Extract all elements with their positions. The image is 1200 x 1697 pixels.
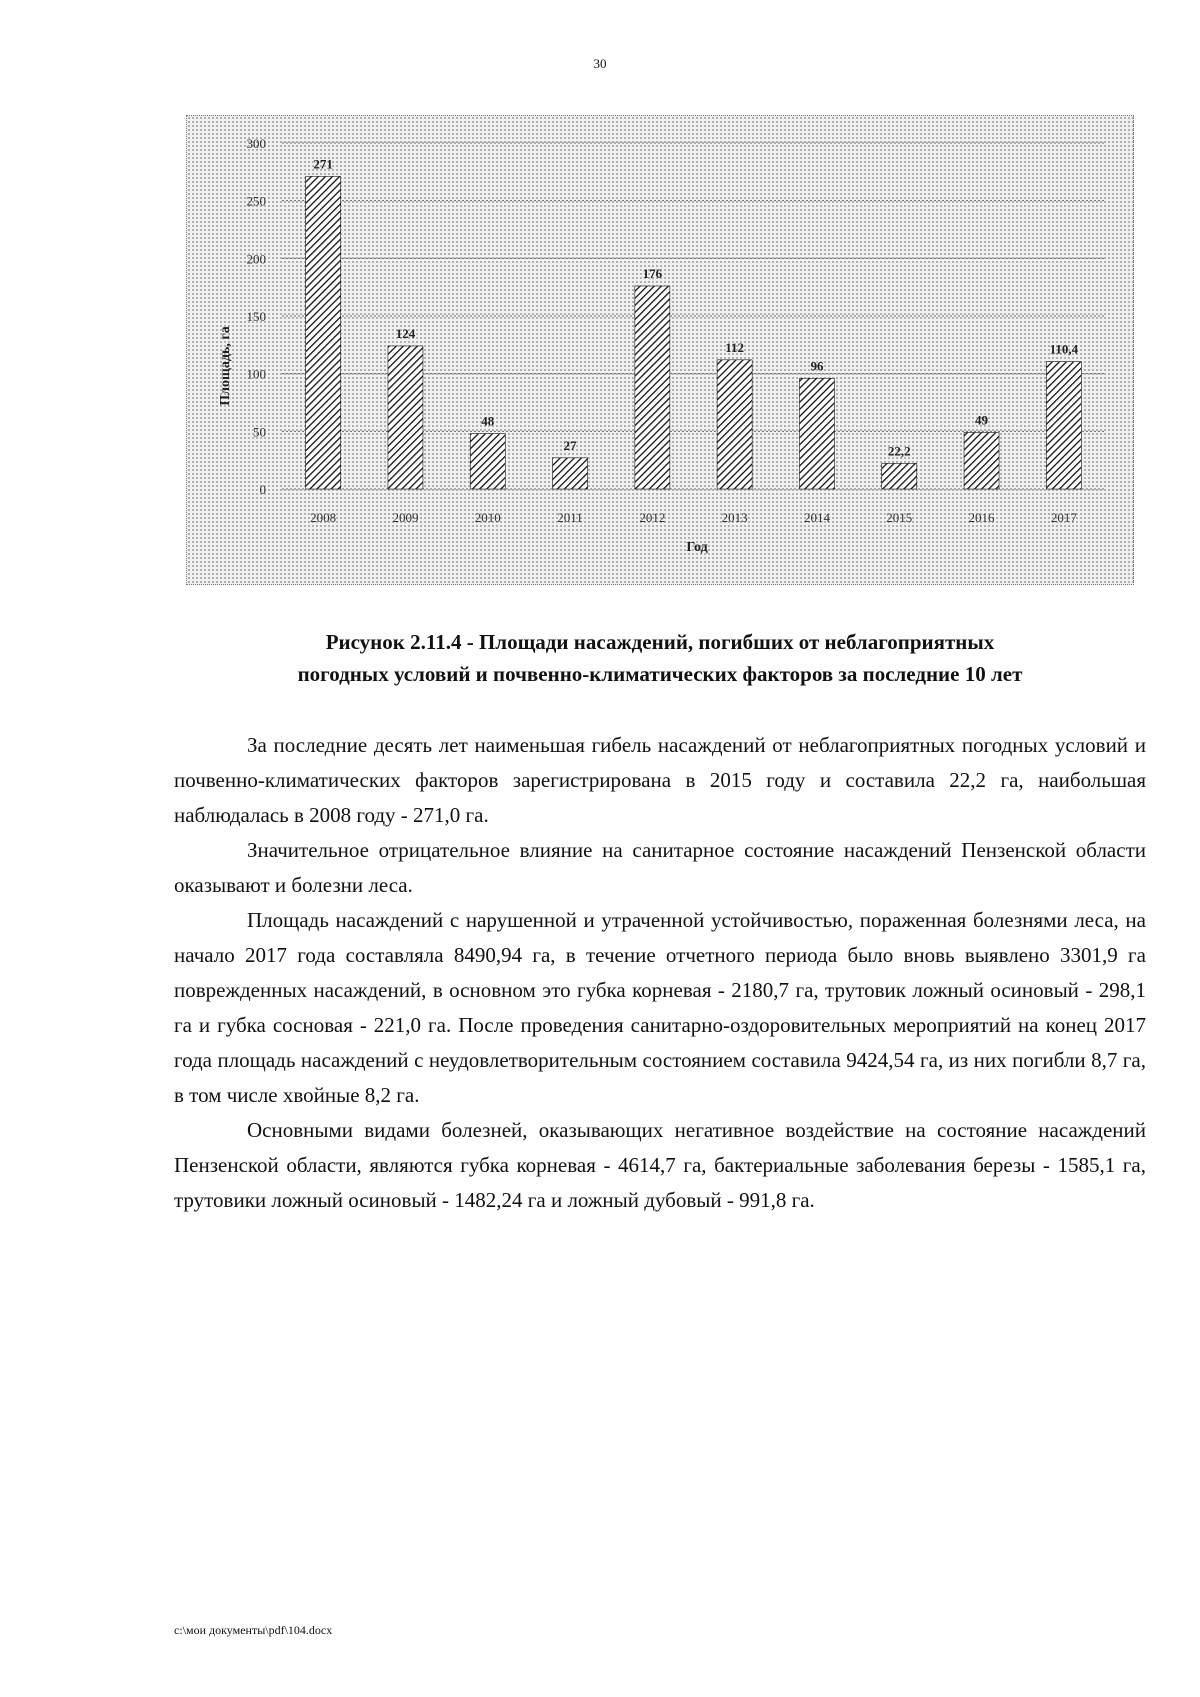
x-tick-label: 2016: [968, 510, 995, 525]
bar-2011: [553, 458, 588, 489]
caption-line-2: погодных условий и почвенно-климатических факторов за последние 10 лет: [297, 662, 1023, 686]
bar-2009: [388, 346, 423, 489]
paragraph: Площадь насаждений с нарушенной и утраченной устойчивостью, пораженная болезнями леса, на начало 2017 года составляла 8490,94 га, в течение отчетного периода было вновь выявлено 3301,9 га поврежденных насаждений, в основном это губка корневая - 2180,7 га, трутовик ложный осиновый - 298,1 га и губка сосновая - 221,0 га. После проведения санитарно-оздоровительных мероприятий на конец 2017 года площадь насаждений с неудовлетворительным состоянием составила 9424,54 га, из них погибли 8,7 га, в том числе хвойные 8,2 га.: [174, 908, 1146, 1107]
data-label: 110,4: [1049, 341, 1079, 357]
x-tick-label: 2009: [392, 510, 419, 525]
data-label: 96: [810, 358, 824, 374]
body-text: [174, 728, 1146, 1218]
x-tick-label: 2017: [1050, 510, 1077, 525]
caption-line-1: Рисунок 2.11.4 - Площади насаждений, погибших от неблагоприятных: [325, 630, 995, 654]
footer-file-path: c:\мои документы\pdf\104.docx: [174, 1623, 333, 1637]
page-number: 30: [593, 56, 607, 71]
y-axis-label: Площадь, га: [218, 326, 233, 406]
x-tick-label: 2015: [886, 510, 913, 525]
y-tick-label: 50: [253, 424, 266, 440]
paragraph: Значительное отрицательное влияние на санитарное состояние насаждений Пензенской области оказывают и болезни леса.: [174, 838, 1146, 897]
chart-svg: [187, 116, 1133, 584]
paragraph: Основными видами болезней, оказывающих негативное воздействие на состояние насаждений Пензенской области, являются губка корневая - 4614,7 га, бактериальные заболевания березы - 1585,1 га, трутовики ложный осиновый - 1482,24 га и ложный дубовый - 991,8 га.: [174, 1118, 1146, 1212]
y-tick-label: 300: [246, 136, 266, 151]
bar-2017: [1046, 362, 1081, 489]
bar-2015: [882, 463, 917, 489]
data-label: 49: [975, 412, 989, 428]
x-tick-label: 2012: [639, 510, 666, 525]
paragraph: За последние десять лет наименьшая гибель насаждений от неблагоприятных погодных условий и почвенно-климатических факторов зарегистрирована в 2015 году и составила 22,2 га, наибольшая наблюдалась в 2008 году - 271,0 га.: [174, 733, 1146, 827]
data-label: 27: [563, 437, 577, 453]
bar-2010: [470, 434, 505, 489]
data-label: 112: [725, 339, 745, 355]
x-tick-label: 2008: [310, 510, 337, 525]
x-tick-label: 2014: [803, 510, 830, 525]
x-tick-label: 2013: [721, 510, 748, 525]
bar-2014: [799, 378, 834, 489]
bar-2008: [306, 176, 341, 489]
x-axis-label: Год: [686, 540, 708, 555]
data-label: 176: [642, 266, 663, 282]
bar-chart: [186, 115, 1134, 585]
x-tick-label: 2010: [474, 510, 501, 525]
y-tick-label: 200: [246, 251, 266, 267]
data-label: 48: [481, 413, 495, 429]
bar-2016: [964, 432, 999, 489]
y-tick-label: 100: [246, 366, 266, 382]
y-tick-label: 0: [259, 482, 266, 497]
x-tick-label: 2011: [557, 510, 583, 525]
bar-2012: [635, 286, 670, 489]
data-label: 271: [313, 156, 333, 172]
data-label: 22,2: [887, 443, 911, 459]
data-label: 124: [395, 325, 416, 341]
bar-2013: [717, 360, 752, 489]
y-tick-label: 250: [246, 193, 266, 209]
y-tick-label: 150: [246, 309, 266, 324]
figure-caption: [186, 626, 1134, 690]
